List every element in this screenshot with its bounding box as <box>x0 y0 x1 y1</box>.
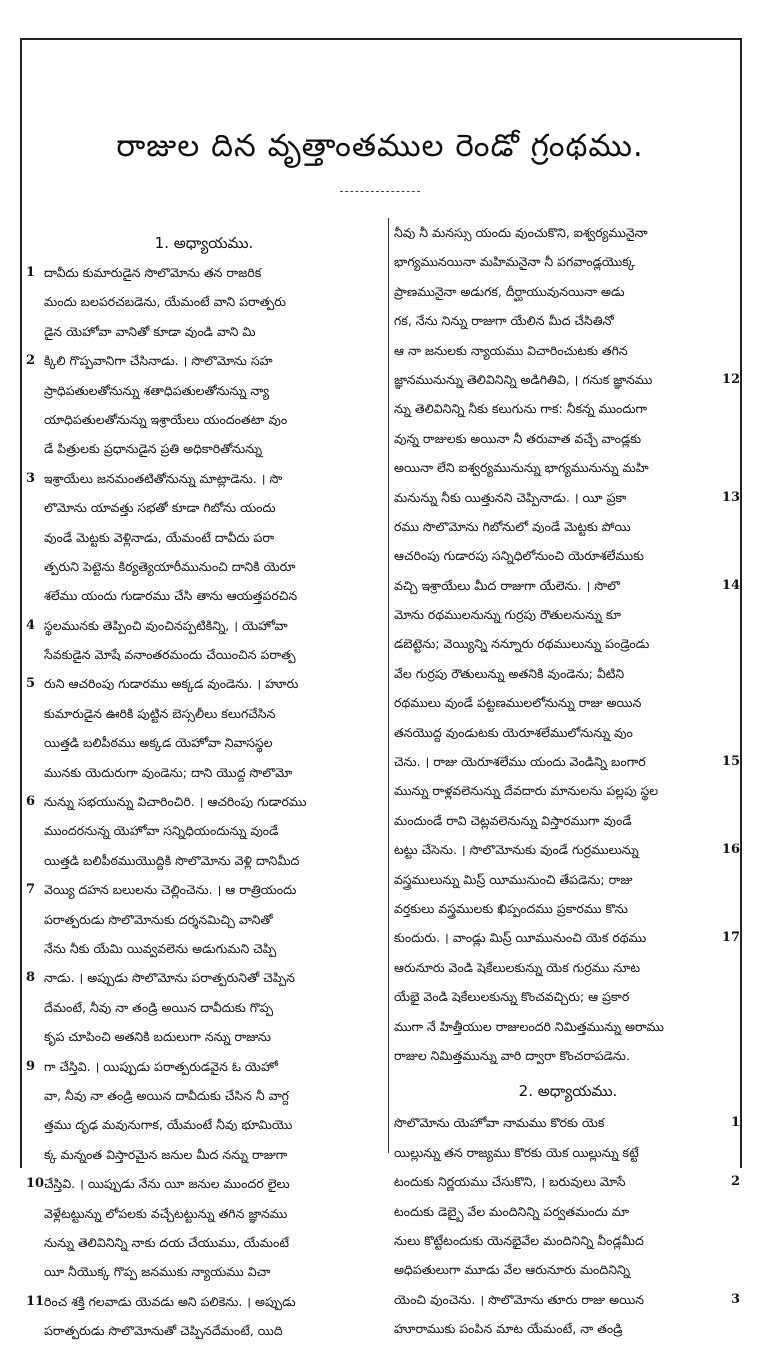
text-line <box>394 894 742 923</box>
verse-number: 14 <box>721 577 740 593</box>
verse-text: డబెట్టెను; వెయ్యిన్ని నన్నూరు రథములున్ను పండ్రెండు <box>394 636 650 652</box>
verse-text: మందుండే రావి చెట్లవలెనున్ను విస్తారముగా వుండే <box>394 812 632 828</box>
text-line <box>394 806 742 835</box>
verse-text: పరాత్పరుడు సొలొమోనుతో చెప్పినదేమంటే, యిది <box>44 1323 283 1339</box>
text-line <box>394 1197 742 1226</box>
text-line <box>26 640 382 669</box>
text-line <box>26 1199 382 1228</box>
verse-text: వర్తకులు వస్త్రములకు ఖిప్పందము ప్రకారము కొను <box>394 900 628 916</box>
chapter-heading: 1. అధ్యాయము. <box>154 234 254 252</box>
text-line <box>394 1314 742 1343</box>
verse-text: వా, నీవు నా తండ్రి అయిన దావీదుకు చేసిన నీ వాగ్ద <box>44 1087 289 1103</box>
text-line <box>394 629 742 658</box>
text-line <box>26 699 382 728</box>
verse-text: ముగా నే హిత్తీయుల రాజులందరి నిమిత్తమున్ను అరాము <box>394 1018 664 1034</box>
verse-text: ఆచరింపు గుడారపు సన్నిధిలోనుంచి యెరూశలేముకు <box>394 548 644 564</box>
left-column <box>26 218 382 1345</box>
verse-text: కుందురు. । వాండ్లు మిస్ర్ యీమునుంచి యెక రథము <box>394 930 647 946</box>
text-line <box>26 1169 382 1198</box>
verse-number: 6 <box>26 794 36 810</box>
verse-text: రుని ఆచరింపు గుడారము అక్కడ వుండెను. । హూరు <box>44 676 299 692</box>
verse-text: ఆ నా జనులకు న్యాయము విచారించుటకు తగిన <box>394 342 628 358</box>
verse-text: స్థలమునకు తెప్పించి వుంచినప్పటికిన్ని, । యెహోవా <box>44 617 288 633</box>
verse-text: అయినా లేని ఐశ్వర్యమునున్ను భాగ్యమునున్ను మహి <box>394 460 649 476</box>
chapter-heading: 2. అధ్యాయము. <box>518 1082 618 1101</box>
text-line <box>26 1316 382 1345</box>
text-line <box>26 669 382 698</box>
text-line <box>394 923 742 952</box>
verse-text: ముందరనున్న యెహోవా సన్నిధియందున్ను వుండే <box>44 823 279 839</box>
text-line <box>394 1226 742 1255</box>
text-line <box>26 993 382 1022</box>
verse-text: రాజుల నిమిత్తమున్ను వారి ద్వారా కొంచరాపడెను. <box>394 1047 630 1063</box>
text-line <box>26 376 382 405</box>
verse-text: టందుకు డెబ్బై వేల మందినిన్ని పర్వతమందు మా <box>394 1203 630 1219</box>
text-line <box>26 875 382 904</box>
text-line <box>394 277 742 306</box>
verse-text: మందు బలపరచబడెను, యేమంటే వాని పరాత్పరు <box>44 294 286 310</box>
text-line <box>26 1140 382 1169</box>
verse-text: డే పిత్రులకు ప్రధానుడైన ప్రతి అధికారితోనున్ను <box>44 441 263 457</box>
verse-text: భాగ్యమునయినా మహిమనైనా నీ పగవాండ్లయొక్క <box>394 254 635 270</box>
verse-text: వున్న రాజులకు అయినా నీ తరువాత వచ్చే వాండ్లకు <box>394 430 642 446</box>
text-line <box>394 453 742 482</box>
text-line <box>394 336 742 365</box>
text-line <box>394 718 742 747</box>
verse-text: ప్రాణమునైనా అడుగక, దీర్ఘాయువునయినా అడు <box>394 283 625 299</box>
verse-text: స్రాధిపతులతోనున్ను శతాధిపతులతోనున్ను న్యా <box>44 382 270 398</box>
verse-text: చెను. । రాజు యెరూశలేము యందు వెండిన్ని బంగార <box>394 754 646 770</box>
right-column <box>394 218 742 1343</box>
verse-text: నున్ను సభయున్ను విచారించిరి. । ఆచరింపు గుడారము <box>44 794 307 810</box>
verse-text: త్తము దృఢ మవునుగాక, యేమంటే నీవు భూమియొ <box>44 1117 293 1133</box>
text-line <box>394 1255 742 1284</box>
text-line <box>26 963 382 992</box>
verse-number: 10 <box>26 1176 45 1192</box>
verse-text: ఆరునూరు వెండి షెకేలులకున్ను యెక గుర్రము నూట <box>394 959 641 975</box>
text-line <box>26 1022 382 1051</box>
text-line <box>26 934 382 963</box>
verse-number: 5 <box>26 676 36 692</box>
text-line <box>394 865 742 894</box>
verse-text: రథములు వుండే పట్టణములలోనున్ను రాజు అయిన <box>394 695 642 711</box>
text-line <box>394 394 742 423</box>
verse-number: 4 <box>26 617 36 633</box>
verse-text: శలేము యందు గుడారము చేసి తాను ఆయత్తపరచిన <box>44 588 298 604</box>
text-line <box>394 1108 742 1137</box>
text-line <box>26 905 382 934</box>
verse-text: యేభై వెండి షెకేలులకున్ను కొంచవచ్చిరు; ఆ ప్రకార <box>394 989 630 1005</box>
text-line <box>394 747 742 776</box>
text-line <box>394 688 742 717</box>
verse-text: వచ్చి ఇశ్రాయేలు మీద రాజుగా యేలెను. । సొలొ <box>394 577 620 593</box>
text-line <box>394 483 742 512</box>
verse-text: కుమారుడైన ఊరికి పుట్టిన బెస్సలీలు కలుగచేసిన <box>44 705 276 721</box>
verse-text: చేస్తివి. । యిప్పుడు నేను యీ జనుల ముందర లైలు <box>44 1176 290 1192</box>
text-line <box>26 464 382 493</box>
text-line <box>394 600 742 629</box>
verse-text: సేవకుడైన మోషే వనాంతరమందు చేయించిన పరాత్ప <box>44 647 296 663</box>
text-line <box>394 835 742 864</box>
verse-text: నేను నీకు యేమి యివ్వవలెను అడుగుమని చెప్పి <box>44 940 277 956</box>
verse-text: టట్టు చేసెను. । సొలొమోనుకు వుండే గుర్రములున్ను <box>394 842 639 858</box>
verse-text: హూరాముకు పంపిన మాట యేమంటే, నా తండ్రి <box>394 1321 623 1337</box>
page-border-top <box>20 38 742 40</box>
verse-text: మనున్ను నీకు యిత్తునని చెప్పినాడు. । యీ ప్రకా <box>394 489 627 505</box>
verse-number: 1 <box>26 265 36 280</box>
verse-text: న్ను తెలివినిన్ని నీకు కలుగును గాక: నీకన్న ముందుగా <box>394 401 648 417</box>
text-line <box>394 1041 742 1070</box>
verse-text: రము సొలొమోను గిబోనులో వుండే మెట్టకు పోయి <box>394 518 631 534</box>
text-line <box>26 846 382 875</box>
text-line <box>394 541 742 570</box>
verse-number: 11 <box>26 1293 45 1309</box>
verse-text: గక, నేను నిన్ను రాజుగా యేలిన మీద చేసితినో <box>394 313 614 329</box>
text-line <box>394 512 742 541</box>
text-line <box>26 1257 382 1286</box>
right-column-lines-top <box>394 218 742 1070</box>
verse-number: 2 <box>26 353 36 369</box>
text-line <box>26 787 382 816</box>
verse-text: యిత్తడి బలిపీఠముయొద్దికి సొలొమోను వెళ్లి దానిమీద <box>44 852 300 868</box>
text-line <box>26 1228 382 1257</box>
text-line <box>394 306 742 335</box>
verse-text: డైన యెహోవా వానితో కూడా వుండి వాని మి <box>44 323 256 339</box>
verse-text: టందుకు నిర్ణయము చేసుకొని, । బరువులు మోసే <box>394 1174 626 1190</box>
text-line <box>26 758 382 787</box>
verse-text: దేమంటే, నీవు నా తండ్రి అయిన దావీదుకు గొప్ప <box>44 999 274 1015</box>
text-line <box>394 982 742 1011</box>
text-line <box>26 434 382 463</box>
text-line <box>26 346 382 375</box>
verse-text: ఇశ్రాయేలు జనమంతటితోనున్ను మాట్లాడెను. । సొ <box>44 470 283 486</box>
verse-number: 13 <box>721 489 740 505</box>
verse-text: మున్ను రాళ్లవలెనున్ను దేవదారు మానులను పల్లపు స్థల <box>394 783 659 799</box>
verse-number: 12 <box>721 371 740 387</box>
verse-text: త్పరుని పెట్టెను కిర్యత్యెయారీమునుంచి దానికి యెరూ <box>44 558 296 574</box>
text-line <box>26 1081 382 1110</box>
verse-text: వేల గుర్రపు రౌతులున్ను అతనికి వుండెను; వీటిని <box>394 665 625 681</box>
text-line <box>394 1012 742 1041</box>
verse-text: యెంచి వుంచెను. । సొలొమోను తూరు రాజు అయిన <box>394 1291 644 1307</box>
verse-number: 15 <box>721 754 740 770</box>
text-line <box>26 317 382 346</box>
verse-text: అధిపతులుగా మూడు వేల ఆరునూరు మందినిన్ని <box>394 1262 631 1278</box>
text-line <box>394 424 742 453</box>
verse-number: 1 <box>730 1115 740 1131</box>
verse-text: మోను రథములనున్ను గుర్రపు రౌతులనున్ను కూ <box>394 607 621 623</box>
verse-text: నీవు నీ మనస్సు యందు వుంచుకొని, ఐశ్వర్యమునైనా <box>394 225 648 240</box>
verse-text: క్క మన్నంత విస్తారమైన జనుల మీద నన్ను రాజుగా <box>44 1146 288 1162</box>
book-title: రాజుల దిన వృత్తాంతముల రెండో గ్రంథము. <box>116 128 644 164</box>
title-ornament <box>340 191 420 192</box>
verse-text: తనయొద్ద వుండుటకు యెరూశలేములోనున్ను వుం <box>394 724 633 740</box>
verse-text: నులు కొట్టేటందుకు యెనభైవేల మందినిన్ని వీండ్లమీద <box>394 1232 644 1248</box>
verse-number: 9 <box>26 1058 36 1074</box>
verse-number: 3 <box>730 1291 740 1307</box>
verse-text: వుండే మెట్టకు వెళ్లినాడు, యేమంటే దావీదు పరా <box>44 529 275 545</box>
text-line <box>26 1052 382 1081</box>
text-line <box>26 611 382 640</box>
verse-text: వెళ్లేటట్టున్ను లోపలకు వచ్చేటట్టున్ను తగిన జ్ఞానము <box>44 1205 288 1221</box>
verse-text: యిత్తడి బలిపీఠము అక్కడ యెహోవా నివాసస్థల <box>44 735 273 751</box>
verse-text: గా చేస్తివి. । యిప్పుడు పరాత్పరుడవైన ఓ యెహో <box>44 1058 278 1074</box>
text-line <box>394 953 742 982</box>
text-line <box>26 405 382 434</box>
text-line <box>26 728 382 757</box>
verse-text: పరాత్పరుడు సొలొమోనుకు దర్శనమిచ్చి వానితో <box>44 911 273 927</box>
verse-text: యిల్లున్ను తన రాజ్యము కొరకు యెక యిల్లున్ను కట్టే <box>394 1144 639 1160</box>
verse-text: జ్ఞానమునున్ను తెలివినిన్ని అడిగితివి, । గనుక జ్ఞానము <box>394 371 653 387</box>
verse-text: వస్త్రములున్ను మిస్ర్ యీమునుంచి తేపడెను; రాజు <box>394 871 633 887</box>
text-line <box>394 218 742 247</box>
text-line <box>394 659 742 688</box>
text-line <box>26 258 382 287</box>
text-line <box>26 1287 382 1316</box>
text-line <box>26 287 382 316</box>
text-line <box>394 776 742 805</box>
text-line <box>394 247 742 276</box>
text-line <box>394 1285 742 1314</box>
verse-number: 7 <box>26 882 36 898</box>
text-line <box>26 581 382 610</box>
text-line <box>394 571 742 600</box>
verse-number: 3 <box>26 470 36 486</box>
verse-number: 2 <box>730 1174 740 1190</box>
text-line <box>26 493 382 522</box>
text-line <box>26 523 382 552</box>
column-divider <box>388 218 389 1153</box>
verse-number: 8 <box>26 970 36 986</box>
verse-text: వెయ్యి దహన బలులను చెల్లించెను. । ఆ రాత్రియందు <box>44 882 297 898</box>
verse-number: 16 <box>721 842 740 858</box>
verse-text: యాధిపతులతోనున్ను ఇశ్రాయేలు యందంతటా వుం <box>44 411 288 427</box>
verse-text: సొలొమోను యెహోవా నామము కొరకు యెక <box>394 1115 605 1131</box>
verse-text: నున్ను తెలివినిన్ని నాకు దయ చేయుము, యేమంటే <box>44 1234 289 1250</box>
text-line <box>394 1138 742 1167</box>
text-line <box>26 816 382 845</box>
text-line <box>26 1110 382 1139</box>
verse-text: యీ నీయొక్క గొప్ప జనముకు న్యాయము విచా <box>44 1264 271 1280</box>
verse-text: నాడు. । అప్పుడు సొలొమోను పరాత్పరునితో చెప్పిన <box>44 970 295 986</box>
verse-text: లొమోను యావత్తు సభతో కూడా గిబోను యందు <box>44 500 276 516</box>
page-border-left <box>20 38 22 1168</box>
text-line <box>26 552 382 581</box>
text-line <box>394 365 742 394</box>
right-column-lines-bottom <box>394 1108 742 1343</box>
verse-text: కృప చూపించి అతనికి బదులుగా నన్ను రాజును <box>44 1029 271 1045</box>
verse-number: 17 <box>721 930 740 946</box>
verse-text: మునకు యెదురుగా వుండెను; దాని యొద్ద సొలొమో <box>44 764 293 780</box>
verse-text: క్కిలి గొప్పవానిగా చేసినాడు. । సొలొమోను సహ <box>44 353 273 369</box>
verse-text: రించ శక్తి గలవాడు యెవడు అని పలికెను. । అప్పుడు <box>44 1293 296 1309</box>
verse-text: దావీదు కుమారుడైన సొలొమోను తన రాజరిక <box>44 265 262 280</box>
